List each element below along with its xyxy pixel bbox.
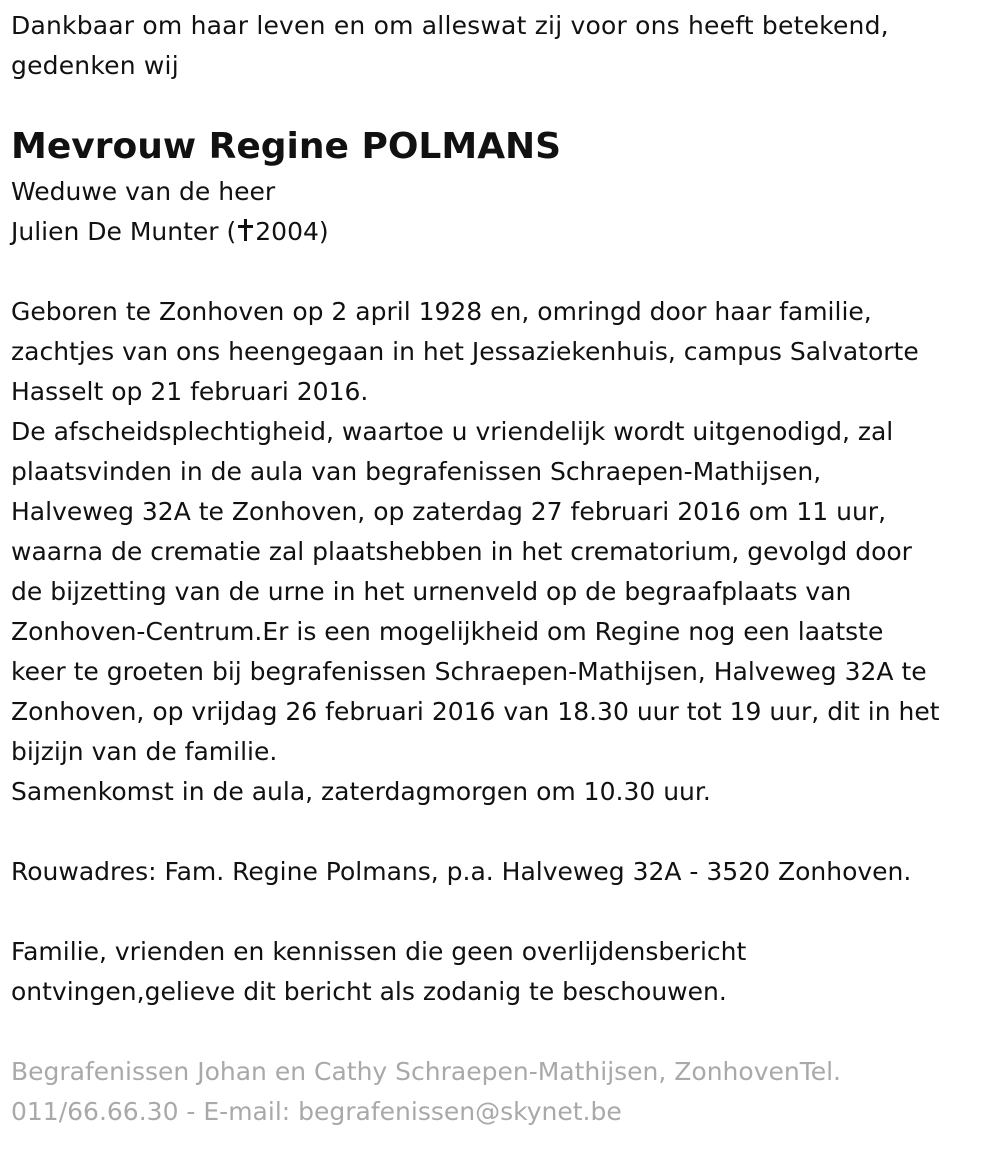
- announcement-line: waarna de crematie zal plaatshebben in het crematorium, gevolgd door: [11, 537, 912, 566]
- spouse-death-year: 2004): [255, 217, 329, 246]
- announcement-body: [11, 292, 990, 812]
- announcement-line: keer te groeten bij begrafenissen Schraepen-Mathijsen, Halveweg 32A te: [11, 657, 927, 686]
- announcement-line: zachtjes van ons heengegaan in het Jessaziekenhuis, campus Salvatorte: [11, 337, 919, 366]
- announcement-line: plaatsvinden in de aula van begrafenissen Schraepen-Mathijsen,: [11, 457, 822, 486]
- announcement-line: Geboren te Zonhoven op 2 april 1928 en, omringd door haar familie,: [11, 297, 872, 326]
- widow-relation: Weduwe van de heer: [11, 177, 276, 206]
- notice-line-2: ontvingen,gelieve dit bericht als zodanig te beschouwen.: [11, 977, 727, 1006]
- footer-line-2: 011/66.66.30 - E-mail: begrafenissen@skynet.be: [11, 1097, 622, 1126]
- announcement-line: Hasselt op 21 februari 2016.: [11, 377, 369, 406]
- spacer: [11, 892, 990, 932]
- spacer: [11, 1012, 990, 1052]
- announcement-line: bijzijn van de familie.: [11, 737, 278, 766]
- mourning-address: Rouwadres: Fam. Regine Polmans, p.a. Halveweg 32A - 3520 Zonhoven.: [11, 857, 912, 886]
- spacer: [11, 812, 990, 852]
- intro-line-2: gedenken wij: [11, 51, 179, 80]
- announcement-line: Zonhoven-Centrum.Er is een mogelijkheid om Regine nog een laatste: [11, 617, 884, 646]
- notice-line-1: Familie, vrienden en kennissen die geen overlijdensbericht: [11, 937, 747, 966]
- footer-line-1: Begrafenissen Johan en Cathy Schraepen-Mathijsen, ZonhovenTel.: [11, 1057, 842, 1086]
- cross-icon: [237, 218, 253, 243]
- announcement-line: De afscheidsplechtigheid, waartoe u vriendelijk wordt uitgenodigd, zal: [11, 417, 894, 446]
- spouse-line: [11, 212, 990, 252]
- announcement-line: Samenkomst in de aula, zaterdagmorgen om 10.30 uur.: [11, 777, 711, 806]
- spacer: [11, 252, 990, 292]
- spouse-name: Julien De Munter (: [11, 217, 237, 246]
- announcement-line: Zonhoven, op vrijdag 26 februari 2016 van 18.30 uur tot 19 uur, dit in het: [11, 697, 940, 726]
- funeral-home-footer: [11, 1052, 990, 1132]
- announcement-line: Halveweg 32A te Zonhoven, op zaterdag 27 februari 2016 om 11 uur,: [11, 497, 887, 526]
- deceased-name: Mevrouw Regine POLMANS: [11, 126, 562, 167]
- announcement-line: de bijzetting van de urne in het urnenveld op de begraafplaats van: [11, 577, 852, 606]
- intro-line-1: Dankbaar om haar leven en om alleswat zij voor ons heeft betekend,: [11, 11, 889, 40]
